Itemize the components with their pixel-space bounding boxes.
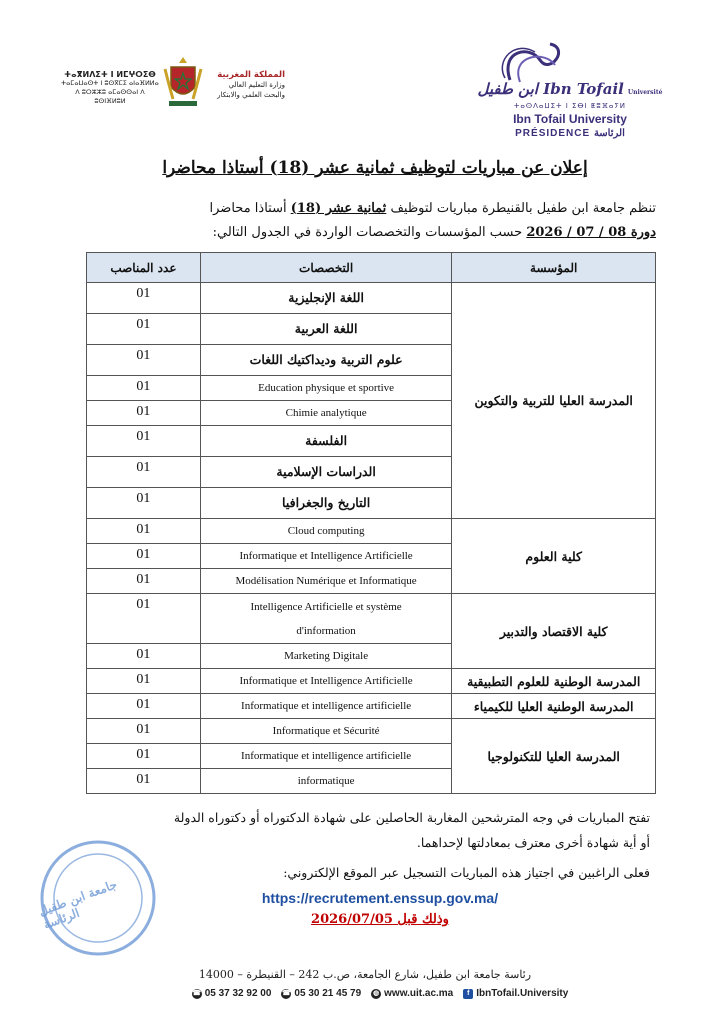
ministry-header (60, 55, 285, 135)
table-row (87, 283, 656, 314)
ibn-tofail-logo (470, 40, 670, 150)
specialty-text: التاريخ والجغرافيا (282, 495, 371, 510)
count-cell: 01 (87, 401, 201, 426)
specialty-cell (200, 314, 452, 345)
specialty-cell (200, 544, 452, 569)
count-cell: 01 (87, 719, 201, 744)
count-cell: 01 (87, 314, 201, 345)
count-cell: 01 (87, 345, 201, 376)
institution-cell: المدرسة الوطنية العليا للكيمياء (452, 694, 656, 719)
specialty-cell (200, 594, 452, 644)
count-cell: 01 (87, 376, 201, 401)
institution-cell: المدرسة العليا للتربية والتكوين (452, 283, 656, 519)
count-cell: 01 (87, 283, 201, 314)
eligibility-text: تفتح المباريات في وجه المترشحين المغاربة الحاصلين على شهادة الدكتوراه أو دكتوراه الدولة (173, 810, 650, 825)
positions-table (86, 252, 656, 794)
facebook-icon: f (463, 989, 473, 999)
specialty-text: Marketing Digitale (284, 650, 369, 662)
specialty-text: Modélisation Numérique et Informatique (235, 575, 417, 587)
institution-cell: كلية الاقتصاد والتدبير (452, 594, 656, 669)
contact-website[interactable]: ◍ www.uit.ac.ma (373, 988, 454, 999)
header-institution: المؤسسة (452, 253, 656, 283)
table-row (87, 669, 656, 694)
morocco-coat-of-arms-icon (163, 55, 203, 110)
specialty-cell (200, 719, 452, 744)
count-cell: 01 (87, 769, 201, 794)
registration-link[interactable]: https://recrutement.enssup.gov.ma/ (261, 890, 499, 906)
specialty-cell (200, 694, 452, 719)
contact-facebook[interactable]: f IbnTofail.University (463, 988, 568, 999)
contact-phone-2[interactable]: ☎ 05 30 21 45 79 (282, 988, 362, 999)
count-cell: 01 (87, 457, 201, 488)
count-cell: 01 (87, 426, 201, 457)
specialty-text: informatique (297, 775, 355, 787)
phone-icon: ☎ (192, 989, 202, 997)
count-cell: 01 (87, 594, 201, 644)
uit-presidence: PRÉSIDENCE الرئاسة (515, 128, 625, 139)
globe-icon: ◍ (373, 989, 380, 997)
count-cell: 01 (87, 519, 201, 544)
specialty-cell (200, 283, 452, 314)
specialty-text: Informatique et Sécurité (272, 725, 380, 737)
count-cell: 01 (87, 669, 201, 694)
specialty-cell (200, 744, 452, 769)
specialty-text: Informatique et Intelligence Artificielle (239, 675, 413, 687)
specialty-text: Informatique et intelligence artificielle (241, 700, 412, 712)
university-swirl-icon (470, 40, 670, 85)
specialty-cell (200, 426, 452, 457)
fax-icon: ☎ (282, 989, 291, 997)
uit-arabic-name: ابن طفيل Ibn Tofail Université (477, 80, 663, 98)
count-cell: 01 (87, 488, 201, 519)
eligibility-text-2: أو أية شهادة أخرى معترف بمعادلتها لإحداهما. (416, 835, 650, 850)
specialty-cell (200, 769, 452, 794)
specialty-text: Intelligence Artificielle et système d'information (250, 600, 402, 637)
contact-phone-1[interactable]: ☎ 05 37 32 92 00 (192, 988, 272, 999)
specialty-cell (200, 569, 452, 594)
university-stamp (38, 838, 158, 958)
table-header-row (87, 253, 656, 283)
table-row (87, 594, 656, 644)
address: رئاسة جامعة ابن طفيل، شارع الجامعة، ص.ب 242 – القنيطرة – 14000 (198, 968, 532, 981)
specialty-text: Cloud computing (287, 525, 365, 537)
specialty-text: Informatique et intelligence artificielle (241, 750, 412, 762)
institution-cell: كلية العلوم (452, 519, 656, 594)
count-cell: 01 (87, 569, 201, 594)
specialty-text: علوم التربية وديداكتيك اللغات (249, 352, 403, 367)
specialty-cell (200, 488, 452, 519)
institution-cell: المدرسة العليا للتكنولوجيا (452, 719, 656, 794)
ministry-tifinagh: ⵜⴰⴳⵍⴷⵉⵜ ⵏ ⵍⵎⵖⵔⵉⴱ ⵜⴰⵎⴰⵡⴰⵙⵜ ⵏ ⵓⵙⴳⵎⵉ ⴰⵏⴰⴼⵍⵍⴰ ⴷ ⵓⵔⵣⵣⵓ ⴰⵎⴰⵙⵙⴰⵏ ⴷ ⵓⵙⵏⴼⵍⵓⵍ (61, 70, 159, 105)
specialty-cell (200, 669, 452, 694)
specialty-text: Informatique et Intelligence Artificielle (239, 550, 413, 562)
specialty-cell (200, 376, 452, 401)
header-specialty: التخصصات (200, 253, 452, 283)
specialty-cell (200, 401, 452, 426)
count-cell: 01 (87, 694, 201, 719)
table-row (87, 694, 656, 719)
table-row (87, 519, 656, 544)
count-cell: 01 (87, 644, 201, 669)
specialty-text: Education physique et sportive (258, 382, 395, 394)
header-count: عدد المناصب (87, 253, 201, 283)
announcement-title: إعلان عن مباريات لتوظيف ثمانية عشر (18) أستاذا محاضرا (162, 158, 588, 178)
uit-tifinagh-name: ⵜⴰⵙⴷⴰⵡⵉⵜ ⵏ ⵉⴱⵏ ⵟⵓⴼⴰⵢⵍ (513, 102, 627, 110)
specialty-cell (200, 644, 452, 669)
count-cell: 01 (87, 544, 201, 569)
uit-english-name: Ibn Tofail University (513, 112, 627, 126)
ministry-arabic: المملكة المغربية وزارة التعليم العالي والبحث العلمي والابتكار (217, 70, 285, 99)
count-cell: 01 (87, 744, 201, 769)
specialty-text: اللغة الإنجليزية (288, 290, 364, 305)
registration-text: فعلى الراغبين في اجتياز هذه المباريات التسجيل عبر الموقع الإلكتروني: (283, 865, 650, 880)
institution-cell: المدرسة الوطنية للعلوم التطبيقية (452, 669, 656, 694)
stamp-text: جامعة ابن طفيل الرئاسة (36, 877, 119, 932)
specialty-cell (200, 457, 452, 488)
specialty-text: اللغة العربية (294, 321, 358, 336)
announcement-intro: تنظم جامعة ابن طفيل بالقنيطرة مباريات لتوظيف ثمانية عشر (18) أستاذا محاضرا دورة 08 / 07 / 2026 حسب المؤسسات والتخصصات الواردة في الجدول التالي: (209, 201, 656, 240)
specialty-text: الفلسفة (305, 433, 348, 448)
specialty-text: Chimie analytique (285, 407, 367, 419)
deadline: وذلك قبل 2026/07/05 (311, 912, 449, 927)
specialty-text: الدراسات الإسلامية (276, 464, 376, 479)
specialty-cell (200, 519, 452, 544)
specialty-cell (200, 345, 452, 376)
table-row (87, 719, 656, 744)
contact-bar (150, 988, 610, 999)
